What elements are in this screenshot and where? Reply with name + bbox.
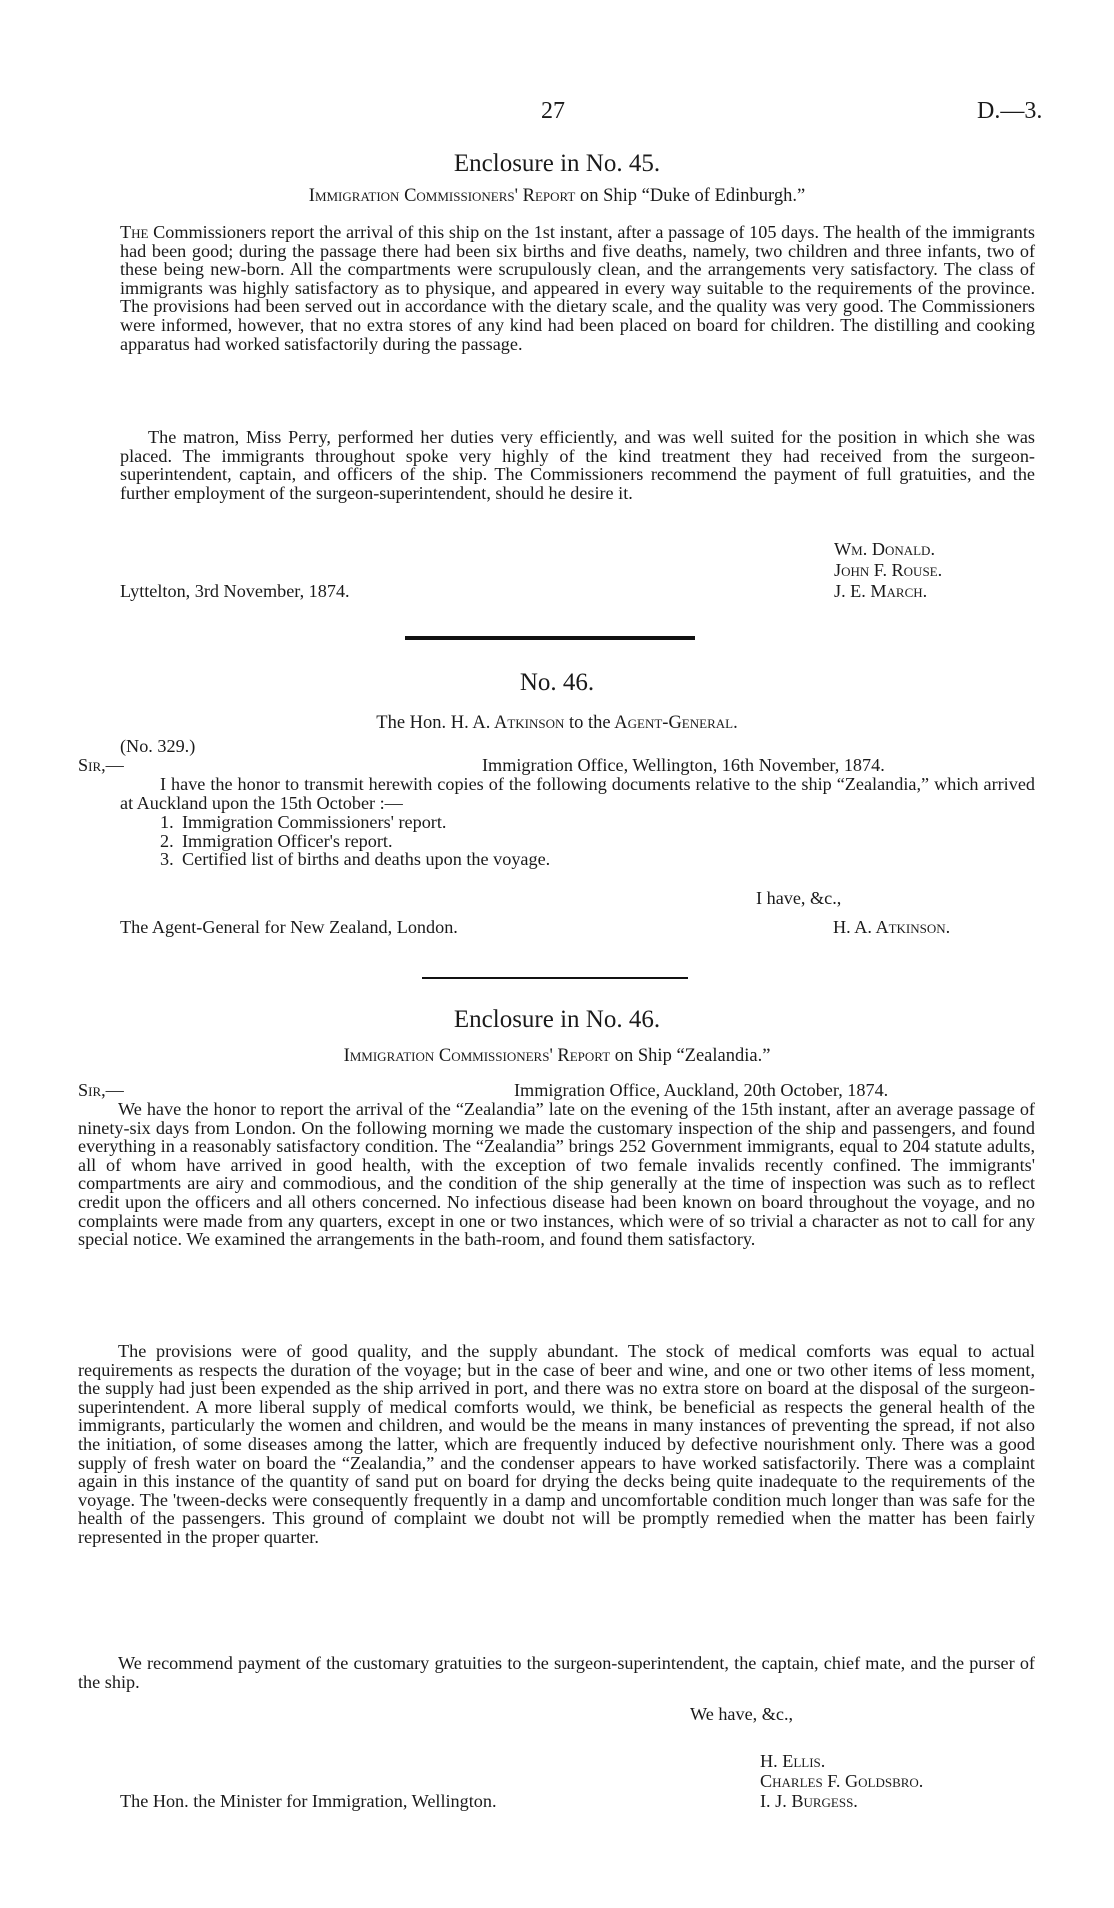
enclosure-46-address: Immigration Office, Auckland, 20th October, 1874. xyxy=(514,1080,889,1100)
enclosure-46-paragraph-1 xyxy=(78,1100,1035,1249)
no-46-recipient: The Agent-General for New Zealand, London. xyxy=(120,917,458,937)
enclosure-46-paragraph-1-text: We have the honor to report the arrival of the “Zealandia” late on the evening of the 15th instant, after an average passage of ninety-six days from London. On the following morning we made the customary inspection of the ship and passengers, and found everything in a reasonably satisfactory condition. The “Zealandia” brings 252 Government immigrants, equal to 204 statute adults, all of whom have arrived in good health, with the exception of two female invalids recently confined. The immigrants' compartments are airy and commodious, and the condition of the ship generally at the time of inspection was such as to reflect credit upon the officers and all others concerned. No infectious disease had been known on board throughout the voyage, and no complaints were made from any quarters, except in one or two instances, which were of so trivial a character as not to call for any special notice. We examined the arrangements in the bath-room, and found them satisfactory. xyxy=(78,1099,1035,1250)
enclosure-45-place-date: Lyttelton, 3rd November, 1874. xyxy=(120,581,350,601)
enclosure-46-paragraph-3-text: We recommend payment of the customary gratuities to the surgeon-superintendent, the captain, chief mate, and the purser of the ship. xyxy=(78,1653,1035,1692)
list-item: 1. Immigration Commissioners' report. xyxy=(160,812,447,832)
section-divider xyxy=(405,636,695,640)
signatory-3: J. E. March. xyxy=(834,581,928,601)
signatory-2: John F. Rouse. xyxy=(834,560,943,580)
enclosure-45-paragraph-2 xyxy=(120,428,1035,502)
enclosure-45-paragraph-2-text: The matron, Miss Perry, performed her duties very efficiently, and was well suited for the position in which she was placed. The immigrants throughout spoke very highly of the kind treatment they had received from the surgeon-superintendent, captain, and officers of the ship. The Commissioners recommend the payment of full gratuities, and the further employment of the surgeon-superintendent, should he desire it. xyxy=(120,427,1035,503)
paragraph-lead-word: The xyxy=(120,222,149,242)
enclosure-46-subtitle xyxy=(0,1046,1114,1067)
enclosure-46-subtitle-rest: on Ship “Zealandia.” xyxy=(614,1046,771,1066)
enclosure-46-subtitle-caps: Immigration Commissioners' Report xyxy=(343,1046,611,1066)
enclosure-46-title: Enclosure in No. 46. xyxy=(453,1006,661,1033)
enclosure-46-paragraph-2 xyxy=(78,1342,1035,1547)
no-46-subtitle-caps-1: Atkinson xyxy=(493,713,565,733)
signatory-3: I. J. Burgess. xyxy=(760,1791,858,1811)
enclosure-45-paragraph-1 xyxy=(120,223,1035,353)
no-46-subtitle-caps-2: Agent-General. xyxy=(614,713,738,733)
list-item: 3. Certified list of births and deaths upon the voyage. xyxy=(160,849,551,870)
list-item: 2. Immigration Officer's report. xyxy=(160,830,393,851)
signatory-1: Wm. Donald. xyxy=(834,539,935,559)
document-list xyxy=(160,813,550,869)
no-46-subtitle xyxy=(0,713,1114,734)
enclosure-46-paragraph-2-text: The provisions were of good quality, and the supply abundant. The stock of medical comforts was equal to actual requirements as respects the duration of the voyage; but in the case of beer and wine, and one or two other items of less moment, the supply had just been expended as the ship arrived in port, and there was no extra store on board at the disposal of the surgeon-superintendent. A more liberal supply of medical comforts would, we think, be beneficial as respects the general health of the immigrants, particularly the women and children, and would be the means in many instances of preventing the spread, if not also the initiation, of some diseases among the latter, which are frequently induced by defective nourishment only. There was a good supply of fresh water on board the “Zealandia,” and the condenser appears to have worked satisfactorily. There was a complaint again in this instance of the quantity of sand put on board for drying the decks being quite inadequate to the requirements of the voyage. The 'tween-decks were consequently frequently in a damp and uncomfortable condition much longer than was safe for the health of the passengers. This ground of complaint we doubt not will be promptly remedied when the matter has been fairly represented in the proper quarter. xyxy=(78,1341,1035,1547)
no-46-salutation: Sir,— xyxy=(78,755,124,775)
no-46-signature: H. A. Atkinson. xyxy=(833,917,951,937)
no-46-address: Immigration Office, Wellington, 16th November, 1874. xyxy=(482,755,885,775)
no-46-title: No. 46. xyxy=(519,669,595,696)
no-46-subtitle-part-b: to the xyxy=(569,713,611,733)
enclosure-46-salutation: Sir,— xyxy=(78,1080,124,1100)
enclosure-46-paragraph-3 xyxy=(78,1654,1035,1691)
no-46-body xyxy=(120,775,1035,812)
enclosure-45-title: Enclosure in No. 45. xyxy=(453,150,661,177)
signatory-2: Charles F. Goldsbro. xyxy=(760,1771,924,1791)
no-46-body-text: I have the honor to transmit herewith copies of the following documents relative to the ship “Zealandia,” which arrived at Auckland upon the 15th October :— xyxy=(120,774,1035,813)
page-number: 27 xyxy=(541,98,565,124)
letter-reference: (No. 329.) xyxy=(120,736,196,756)
enclosure-45-paragraph-1-text: Commissioners report the arrival of this ship on the 1st instant, after a passage of 105 days. The health of the immigrants had been good; during the passage there had been six births and five deaths, namely, two children and three infants, two of these being new-born. All the compartments were scrupulously clean, and the arrangements very satisfactory. The class of immigrants was highly satisfactory as to physique, and appeared in every way suitable to the requirements of the province. The provisions had been served out in accordance with the dietary scale, and the quality was very good. The Commissioners were informed, however, that no extra stores of any kind had been placed on board for children. The distilling and cooking apparatus had worked satisfactorily during the passage. xyxy=(120,222,1035,354)
enclosure-45-subtitle-rest: on Ship “Duke of Edinburgh.” xyxy=(579,186,806,206)
enclosure-45-subtitle-caps: Immigration Commissioners' Report xyxy=(308,186,576,206)
enclosure-46-closing: We have, &c., xyxy=(690,1704,794,1724)
signatory-1: H. Ellis. xyxy=(760,1751,826,1771)
no-46-subtitle-part-a: The Hon. H. A. xyxy=(376,713,491,733)
section-reference: D.—3. xyxy=(977,98,1043,124)
no-46-closing: I have, &c., xyxy=(756,888,842,908)
enclosure-45-subtitle xyxy=(0,186,1114,207)
enclosure-46-recipient: The Hon. the Minister for Immigration, Wellington. xyxy=(120,1791,497,1811)
section-divider xyxy=(422,977,688,979)
